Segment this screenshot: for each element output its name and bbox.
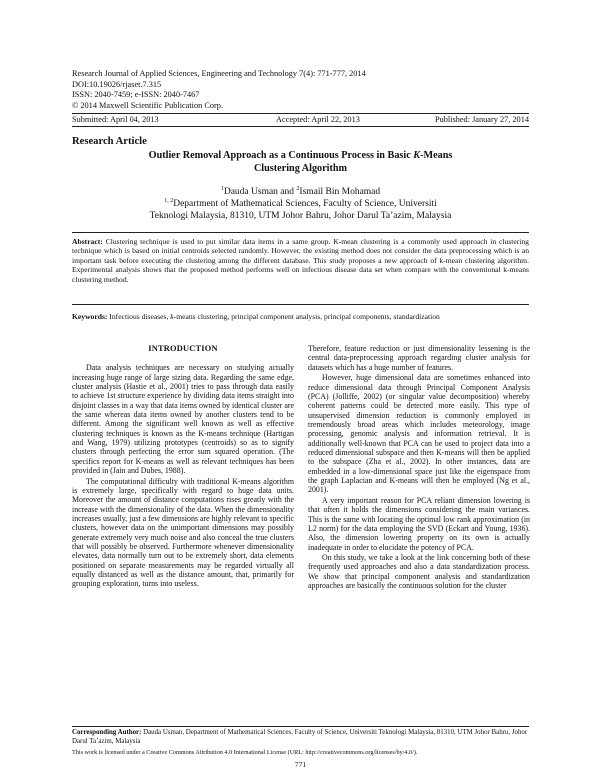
abstract — [72, 237, 529, 284]
paragraph: The computational difficulty with traditional K-means algorithm is extremely large, specifically with regard to huge data units. Moreover the amount of distance computations rises greatly with the increase with the dimensionality of the data. When the dimensionality increases usually, just a few dimensions are highly relevant to specific clusters, however data on the unimportant dimensions may possibly generate extremely very much noise and also conceal the true clusters that will possibly be observed. Furthermore whenever dimensionality elevates, data normally turn out to be extremely short, data elements positioned on separate measurements may be regarded virtually all equally distanced as well as the distance amount, that, primarily for grouping exploration, turns into useless. — [72, 476, 294, 589]
paragraph: Data analysis techniques are necessary on studying actually increasing huge range of large sizing data. Regarding the same edge, cluster analysis (Hastie et al., 2001) tries to pass through data easily to achieve 1st structure experience by dividing data items straight into disjoint classes in a way that data items owned by identical cluster are the same whereas data items owned by another clusters tend to be different. Among the significant well known as well as effective clustering techniques is known as the K-means technique (Hartigan and Wang, 1979) utilizing prototypes (centroids) so as to signify clusters through perfecting the error sum squared operation. (The specifics report for K-means as well as relevant techniques has been provided in (Jain and Dubes, 1988). — [72, 363, 294, 476]
header-rule-bottom — [72, 126, 529, 127]
license-note: This work is licensed under a Creative Commons Attribution 4.0 International License (URL: http://creativecommons.org/licenses/by/4.0/). — [72, 749, 418, 756]
doi: DOI:10.19026/rjaset.7.315 — [72, 79, 162, 89]
header-rule-top — [72, 113, 529, 114]
paper-title: Outlier Removal Approach as a Continuous Process in Basic K-Means Clustering Algorithm — [148, 150, 453, 174]
journal-header — [72, 69, 542, 111]
right-column — [308, 344, 530, 592]
keywords: Keywords: Infectious diseases, k-means clustering, principal component analysis, principal components, standardization — [72, 312, 440, 321]
paragraph: Therefore, feature reduction or just dimensionality lessening is the central data-preprocessing approach regarding cluster analysis for datasets which has a huge number of features. — [308, 344, 530, 372]
issn: ISSN: 2040-7459; e-ISSN: 2040-7467 — [72, 90, 200, 99]
keywords-label: Keywords: — [72, 312, 108, 321]
abstract-text: Clustering technique is used to put similar data items in a same group. K-mean clustering is a commonly used approach in clustering technique which is based on initial centroids selected randomly. However, the existing method does not consider the data preprocessing which is an important task before executing the clustering among the different database. This study proposes a new approach of k-mean clustering algorithm. Experimental analysis shows that the proposed method performs well on infectious disease data set when compare with the conventional k-means clustering method. — [72, 237, 529, 284]
authors: $^1$Dauda Usman and $^2$Ismail Bin Mohamad — [220, 185, 381, 197]
abstract-label: Abstract: — [72, 237, 103, 246]
published-date: Published: January 27, 2014 — [434, 115, 529, 124]
submitted-date: Submitted: April 04, 2013 — [72, 115, 159, 124]
paragraph: On this study, we take a look at the link concerning both of these frequently used approaches and also a data standardization process. We show that principal component analysis and standardization approaches are basically the continuous solution for the cluster — [308, 553, 530, 591]
corresponding-author: Corresponding Author: Dauda Usman, Department of Mathematical Sciences, Faculty of Science, Universiti Teknologi Malaysia, 81310, UTM Johor Bahru, Johor Darul Ta’azim, Malaysia — [72, 729, 528, 745]
journal-citation: Research Journal of Applied Sciences, Engineering and Technology 7(4): 771-777, 2014 — [72, 69, 366, 78]
page-number: 771 — [294, 760, 307, 769]
paragraph: However, huge dimensional data are sometimes enhanced into reduce dimensional data through Principal Component Analysis (PCA) (Jolliffe, 2002) (or singular value decomposition) whereby coherent patterns could be detected more easily. This type of unsupervised dimension reduction is commonly employed in tremendously broad areas which includes meteorology, image processing, genomic analysis and information retrieval. It is additionally well-known that PCA can be used to project data into a reduced dimensional subspace and then K-means will then be applied to the subspace (Zha et al., 2002). In other instances, data are embedded in a low-dimensional space just like the eigenspace from the graph Laplacian and K-means will then be employed (Ng et al., 2001). — [308, 373, 530, 495]
footnote-rule — [72, 726, 529, 727]
article-type: Research Article — [72, 136, 147, 147]
left-column — [72, 344, 294, 590]
copyright: © 2014 Maxwell Scientific Publication Corp. — [72, 100, 224, 110]
abstract-rule-top — [72, 232, 529, 233]
paragraph: A very important reason for PCA reliant dimension lowering is that often it holds the dimensions considering the main variances. This is the same with locating the optimal low rank approximation (in L2 norm) for the data employing the SVD (Eckart and Young, 1936). Also, the dimension lowering property on its own is actually inadequate in order to elucidate the potency of PCA. — [308, 495, 530, 552]
abstract-rule-bottom — [72, 304, 529, 305]
affiliation: $^{1, 2}$Department of Mathematical Sciences, Faculty of Science, Universiti Teknologi Malaysia, 81310, UTM Johor Bahru, Johor Darul Ta’azim, Malaysia — [149, 197, 452, 221]
accepted-date: Accepted: April 22, 2013 — [276, 115, 360, 124]
section-heading: INTRODUCTION — [148, 344, 218, 353]
